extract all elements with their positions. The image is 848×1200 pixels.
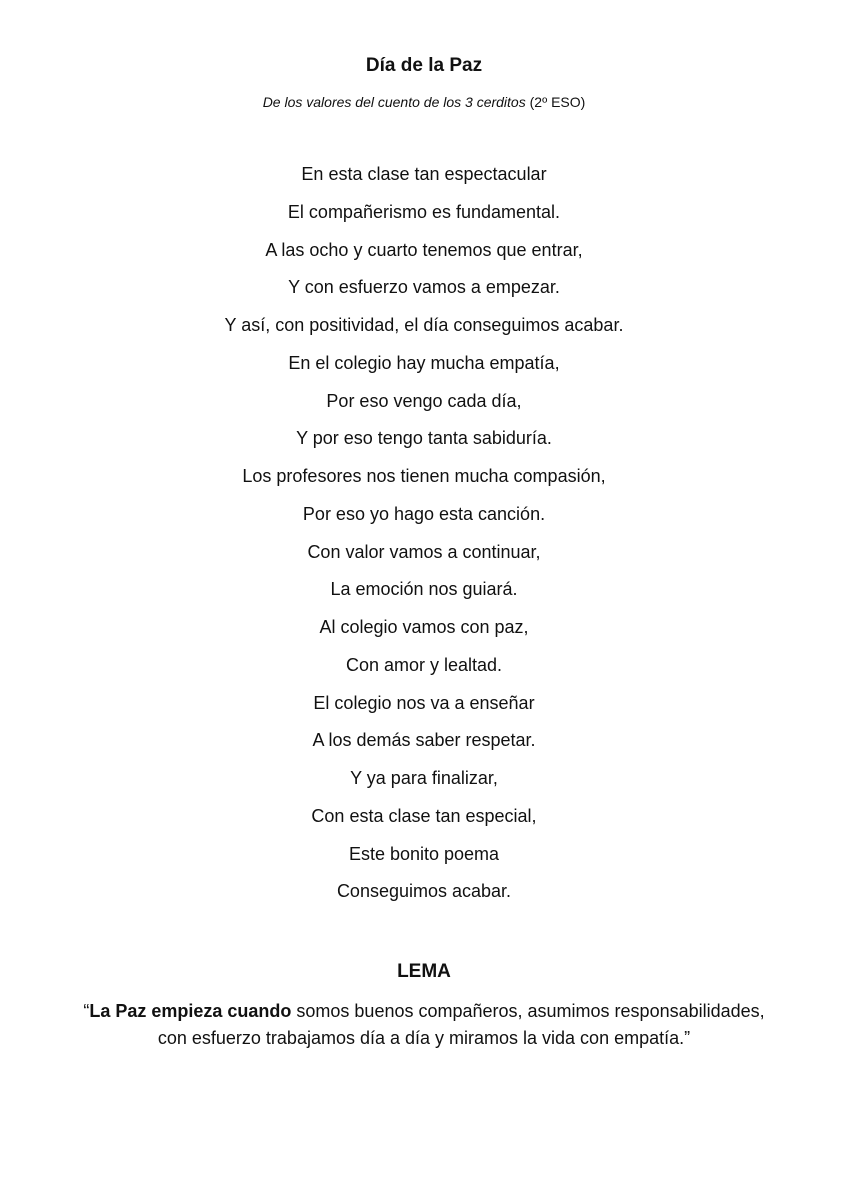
poem-line: Con esta clase tan especial,	[311, 805, 537, 826]
poem-line: Por eso vengo cada día,	[326, 390, 522, 411]
lema-line1-rest: somos buenos compañeros, asumimos responsabilidades,	[291, 1001, 765, 1021]
poem-line: Por eso yo hago esta canción.	[302, 503, 546, 524]
lema-text	[40, 998, 808, 1052]
poem-line: A los demás saber respetar.	[312, 730, 536, 751]
poem-line: En el colegio hay mucha empatía,	[288, 352, 560, 373]
lema-line2: con esfuerzo trabajamos día a día y miramos la vida con empatía.”	[157, 1028, 691, 1048]
poem-line: Con amor y lealtad.	[345, 654, 503, 675]
poem-line: Y por eso tengo tanta sabiduría.	[296, 428, 552, 449]
poem-line: El compañerismo es fundamental.	[287, 201, 561, 222]
poem-line: Los profesores nos tienen mucha compasión,	[242, 466, 606, 486]
subtitle-italic: De los valores del cuento de los 3 cerditos	[262, 94, 526, 110]
lema-open-quote: “	[83, 1001, 90, 1021]
poem-line: Al colegio vamos con paz,	[319, 617, 529, 637]
subtitle-grade: (2º ESO)	[525, 94, 586, 110]
poem	[0, 162, 848, 917]
poem-line: Y con esfuerzo vamos a empezar.	[288, 277, 560, 298]
poem-line: Con valor vamos a continuar,	[307, 541, 541, 562]
poem-line: Y así, con positividad, el día conseguimos acabar.	[224, 315, 624, 335]
lema-bold-phrase: La Paz empieza cuando	[89, 1001, 292, 1021]
poem-line: El colegio nos va a enseñar	[313, 692, 535, 713]
poem-line: Conseguimos acabar.	[336, 881, 512, 902]
poem-line: En esta clase tan espectacular	[301, 164, 547, 184]
poem-line: Y ya para finalizar,	[350, 768, 498, 788]
document-subtitle	[0, 92, 848, 112]
document-title: Día de la Paz	[365, 55, 483, 76]
poem-line: La emoción nos guiará.	[330, 579, 518, 600]
poem-line: A las ocho y cuarto tenemos que entrar,	[265, 239, 583, 260]
lema-heading: LEMA	[397, 961, 451, 982]
poem-line: Este bonito poema	[348, 843, 500, 864]
